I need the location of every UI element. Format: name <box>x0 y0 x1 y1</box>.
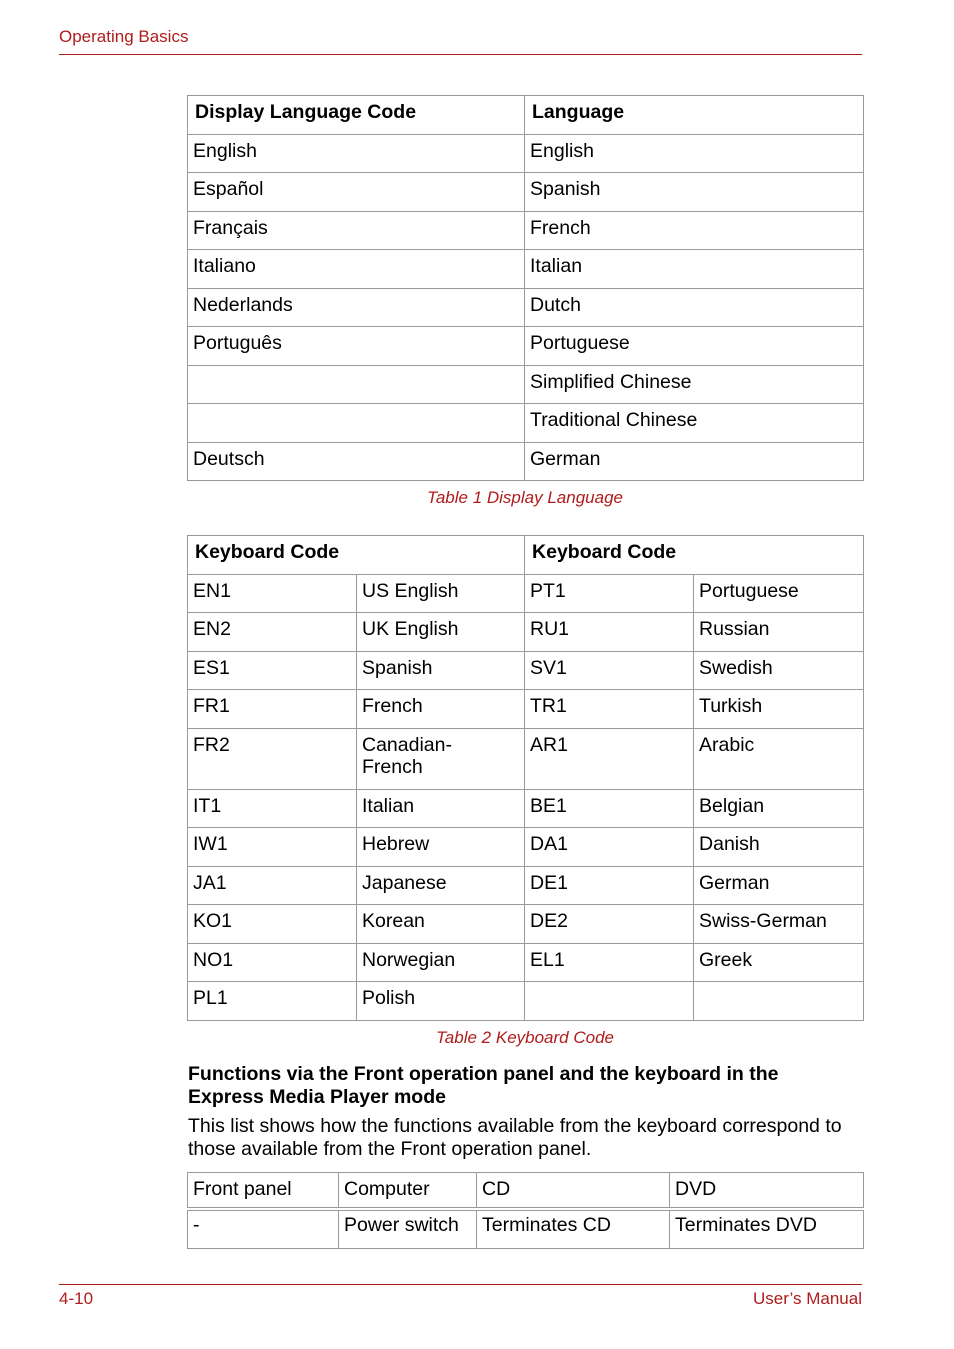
table-row <box>188 173 864 212</box>
table-cell: Polish <box>357 982 525 1021</box>
table-row <box>188 134 864 173</box>
table-cell: NO1 <box>188 943 357 982</box>
table-cell: Français <box>188 211 525 250</box>
table-cell: EN2 <box>188 613 357 652</box>
table-cell: SV1 <box>525 651 694 690</box>
table-cell: Español <box>188 173 525 212</box>
table-cell: FR1 <box>188 690 357 729</box>
table-row <box>188 789 864 828</box>
table-caption: Table 2 Keyboard Code <box>435 1028 614 1047</box>
table-cell: Italian <box>357 789 525 828</box>
table-cell: EL1 <box>525 943 694 982</box>
table-cell: Belgian <box>694 789 864 828</box>
table-cell: Computer <box>339 1173 477 1209</box>
table-row <box>188 828 864 867</box>
table-cell: DVD <box>670 1173 864 1209</box>
table-cell: Power switch <box>339 1209 477 1249</box>
table-cell: Turkish <box>694 690 864 729</box>
table-row <box>188 905 864 944</box>
table-cell: IW1 <box>188 828 357 867</box>
table-cell: - <box>188 1209 339 1249</box>
table-row <box>188 574 864 613</box>
table-header-row <box>188 96 864 135</box>
table-cell: FR2 <box>188 728 357 789</box>
table-cell: RU1 <box>525 613 694 652</box>
table-cell <box>525 982 694 1021</box>
table-cell: Greek <box>694 943 864 982</box>
table-cell <box>188 404 525 443</box>
table-header-row <box>188 536 864 575</box>
table-cell: TR1 <box>525 690 694 729</box>
section-heading: Functions via the Front operation panel and the keyboard in the Express Media Player mode <box>188 1063 779 1108</box>
table-cell: Front panel <box>188 1173 339 1209</box>
table-cell: French <box>525 211 864 250</box>
table-cell: English <box>525 134 864 173</box>
table-row <box>188 250 864 289</box>
table-cell: ES1 <box>188 651 357 690</box>
table-cell: Dutch <box>525 288 864 327</box>
column-header: Keyboard Code <box>188 536 525 575</box>
front-panel-functions-table <box>187 1172 864 1249</box>
table-cell: DE2 <box>525 905 694 944</box>
table-cell: PT1 <box>525 574 694 613</box>
table-row <box>188 982 864 1021</box>
table-row <box>188 1209 864 1249</box>
running-header-title: Operating Basics <box>59 27 189 46</box>
column-header: Keyboard Code <box>525 536 864 575</box>
table-row <box>188 365 864 404</box>
table-cell: Nederlands <box>188 288 525 327</box>
table-row <box>188 613 864 652</box>
table-cell: Korean <box>357 905 525 944</box>
table-cell: KO1 <box>188 905 357 944</box>
table-cell <box>694 982 864 1021</box>
table-cell: Hebrew <box>357 828 525 867</box>
table-caption: Table 1 Display Language <box>427 488 623 507</box>
table-row <box>188 211 864 250</box>
table-cell: Portuguese <box>694 574 864 613</box>
table-cell: Swiss-German <box>694 905 864 944</box>
table-cell: CD <box>477 1173 670 1209</box>
table-cell: EN1 <box>188 574 357 613</box>
footer-rule <box>59 1284 862 1285</box>
table-row <box>188 651 864 690</box>
column-header: Language <box>525 96 864 135</box>
table-cell: DE1 <box>525 866 694 905</box>
table-cell: IT1 <box>188 789 357 828</box>
table-row <box>188 404 864 443</box>
table-cell: Danish <box>694 828 864 867</box>
table-row <box>188 327 864 366</box>
table-row <box>188 288 864 327</box>
table-cell: Norwegian <box>357 943 525 982</box>
table-cell: DA1 <box>525 828 694 867</box>
table-header-row <box>188 1173 864 1209</box>
table-cell: UK English <box>357 613 525 652</box>
keyboard-code-table <box>187 535 864 1021</box>
table-row <box>188 690 864 729</box>
table-cell: Canadian- French <box>357 728 525 789</box>
table-cell: German <box>525 442 864 481</box>
table-cell: US English <box>357 574 525 613</box>
table-cell: Simplified Chinese <box>525 365 864 404</box>
table-cell: French <box>357 690 525 729</box>
table-cell: Terminates CD <box>477 1209 670 1249</box>
table-cell: AR1 <box>525 728 694 789</box>
display-language-table <box>187 95 864 481</box>
table-cell: BE1 <box>525 789 694 828</box>
table-row <box>188 442 864 481</box>
header-rule <box>59 54 862 55</box>
table-cell: Russian <box>694 613 864 652</box>
table-row <box>188 728 864 789</box>
table-cell: Swedish <box>694 651 864 690</box>
table-cell: Japanese <box>357 866 525 905</box>
table-cell: Português <box>188 327 525 366</box>
table-row <box>188 866 864 905</box>
manual-name: User’s Manual <box>753 1289 862 1308</box>
table-cell: German <box>694 866 864 905</box>
table-cell: Terminates DVD <box>670 1209 864 1249</box>
table-cell: Spanish <box>357 651 525 690</box>
table-cell: PL1 <box>188 982 357 1021</box>
table-cell: Italian <box>525 250 864 289</box>
table-cell: English <box>188 134 525 173</box>
table-cell: Arabic <box>694 728 864 789</box>
table-row <box>188 943 864 982</box>
column-header: Display Language Code <box>188 96 525 135</box>
table-cell: Traditional Chinese <box>525 404 864 443</box>
table-cell: Deutsch <box>188 442 525 481</box>
table-cell: Portuguese <box>525 327 864 366</box>
section-paragraph: This list shows how the functions available from the keyboard correspond to those available from the Front operation panel. <box>188 1115 842 1160</box>
table-cell <box>188 365 525 404</box>
page-number: 4-10 <box>59 1289 94 1308</box>
table-cell: JA1 <box>188 866 357 905</box>
table-cell: Italiano <box>188 250 525 289</box>
table-cell: Spanish <box>525 173 864 212</box>
